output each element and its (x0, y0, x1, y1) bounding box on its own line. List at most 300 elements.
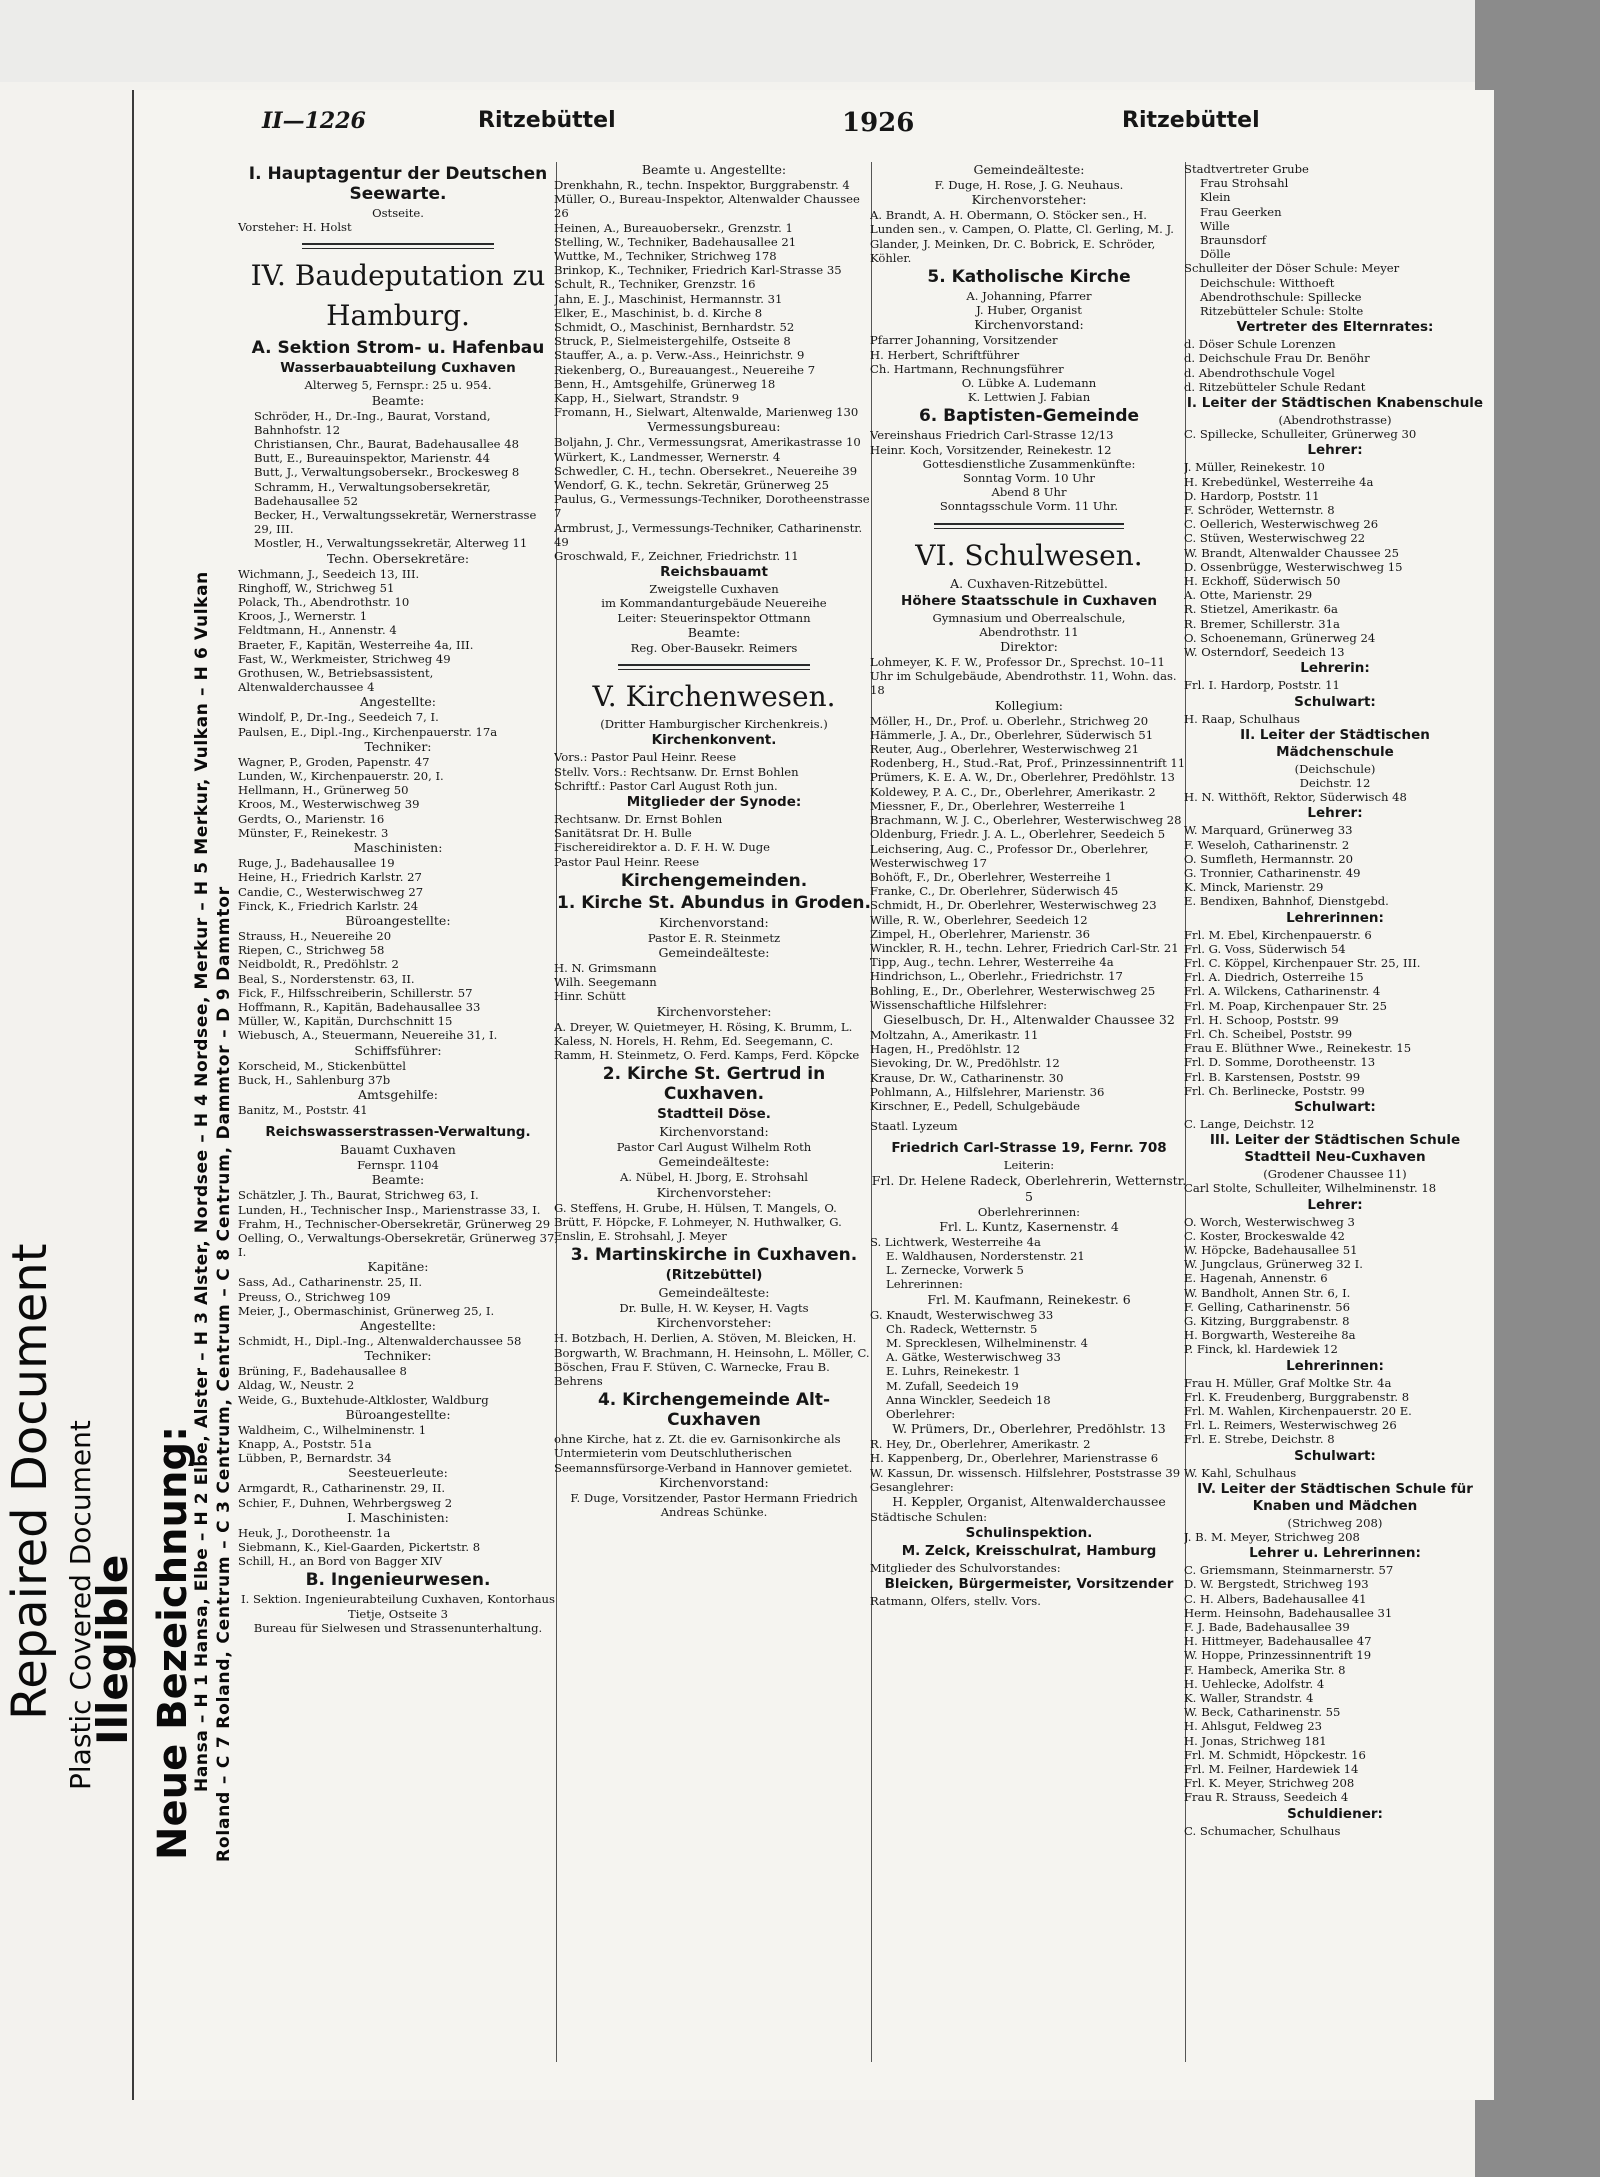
group-label: Direktor: (1000, 639, 1058, 655)
divider (934, 523, 1125, 529)
entry: (Deichschule) (1294, 761, 1376, 776)
entry: D. Hardorp, Poststr. 11 (1184, 488, 1320, 503)
entry: Frl. C. Köppel, Kirchenpauer Str. 25, III. (1184, 955, 1421, 970)
chapter-heading: VI. Schulwesen. (915, 538, 1143, 572)
sub-heading: Lehrer u. Lehrerinnen: (1249, 1545, 1421, 1562)
entry: Dr. Bulle, H. W. Keyser, H. Vagts (619, 1301, 809, 1316)
group-label: Kirchenvorstand: (659, 914, 769, 930)
entry: Schult, R., Techniker, Grenzstr. 16 (554, 277, 756, 292)
sub-heading: Schulwart: (1294, 693, 1376, 710)
group-label: Beamte: (687, 624, 741, 640)
entry: d. Döser Schule Lorenzen (1184, 337, 1336, 352)
entry: Möller, H., Dr., Prof. u. Oberlehr., Strichweg 20 (870, 713, 1149, 728)
sub-heading: Bleicken, Bürgermeister, Vorsitzender (884, 1576, 1174, 1593)
entry: Dölle (1200, 247, 1231, 262)
group-label: Frl. Dr. Helene Radeck, Oberlehrerin, Wetternstr. 5 (871, 1172, 1187, 1204)
entry: Ratmann, Olfers, stellv. Vors. (870, 1594, 1041, 1609)
entry: Frl. Ch. Scheibel, Poststr. 99 (1184, 1026, 1353, 1041)
entry: M. Sprecklesen, Wilhelminenstr. 4 (886, 1335, 1089, 1350)
entry: P. Finck, kl. Hardewiek 12 (1184, 1342, 1338, 1357)
entry: A. Gätke, Westerwischweg 33 (886, 1350, 1061, 1365)
entry: Pfarrer Johanning, Vorsitzender (870, 333, 1058, 348)
group-label: Gemeindeälteste: (658, 1285, 770, 1301)
entry: F. Weseloh, Catharinenstr. 2 (1184, 837, 1350, 852)
entry: Gesanglehrer: (870, 1479, 954, 1494)
entry: Tipp, Aug., techn. Lehrer, Westerreihe 4a (870, 955, 1114, 970)
entry: C. Spillecke, Schulleiter, Grünerweg 30 (1184, 427, 1417, 442)
group-label: Vermessungsbureau: (647, 419, 781, 435)
entry: ohne Kirche, hat z. Zt. die ev. Garnisonkirche als Untermieterin vom Deutschlutherischen Seemannsfürsorge-Verband in Hannover gemietet. (554, 1432, 853, 1475)
entry: R. Bremer, Schillerstr. 31a (1184, 616, 1340, 631)
entry: Alterweg 5, Fernspr.: 25 u. 954. (304, 378, 492, 393)
entry: H. Ahlsgut, Feldweg 23 (1184, 1719, 1322, 1734)
entry: C. Stüven, Westerwischweg 22 (1184, 531, 1366, 546)
entry: C. Griemsmann, Steinmarnerstr. 57 (1184, 1563, 1394, 1578)
sub-heading: M. Zelck, Kreisschulrat, Hamburg (901, 1543, 1157, 1560)
entry: J. B. M. Meyer, Strichweg 208 (1184, 1530, 1360, 1545)
entry: Bohling, E., Dr., Oberlehrer, Westerwischweg 25 (870, 983, 1156, 998)
entry: Frl. M. Feilner, Hardewiek 14 (1184, 1762, 1359, 1777)
group-label: Frl. M. Kaufmann, Reinekestr. 6 (927, 1291, 1131, 1307)
entry: Drenkhahn, R., techn. Inspektor, Burggrabenstr. 4 (554, 178, 850, 192)
group-label: Techn. Obersekretäre: (326, 550, 470, 566)
entry: Pastor Carl August Wilhelm Roth (616, 1140, 812, 1155)
entry: Armgardt, R., Catharinenstr. 29, II. (238, 1481, 446, 1496)
entry: Münster, F., Reinekestr. 3 (238, 825, 389, 840)
entry: Mostler, H., Verwaltungssekretär, Alterweg 11 (254, 536, 528, 551)
section-heading: B. Ingenieurwesen. (305, 1570, 491, 1591)
stamp-neue: Neue Bezeichnung: (150, 1425, 196, 1860)
entry: H. Borgwarth, Westereihe 8a (1184, 1328, 1356, 1343)
entry: Kroos, J., Wernerstr. 1 (238, 609, 368, 624)
group-label: Kirchenvorstand: (659, 1124, 769, 1140)
entry: E. Waldhausen, Norderstenstr. 21 (886, 1248, 1085, 1263)
sub-heading: Lehrerinnen: (1286, 909, 1384, 926)
entry: Bureau für Sielwesen und Strassenunterhaltung. (253, 1620, 543, 1635)
section-heading: 3. Martinskirche in Cuxhaven. (570, 1245, 858, 1266)
entry: Ostseite. (372, 206, 424, 220)
entry: Butt, E., Bureauinspektor, Marienstr. 44 (254, 451, 491, 466)
entry: Sonntagsschule Vorm. 11 Uhr. (939, 499, 1119, 514)
entry: G. Tronnier, Catharinenstr. 49 (1184, 865, 1361, 880)
entry: Franke, C., Dr. Oberlehrer, Süderwisch 45 (870, 884, 1119, 899)
entry: Vorsteher: H. Holst (238, 220, 352, 235)
entry: M. Zufall, Seedeich 19 (886, 1378, 1019, 1393)
entry: Fromann, H., Sielwart, Altenwalde, Marienweg 130 (554, 405, 859, 420)
entry: Heine, H., Friedrich Karlstr. 27 (238, 870, 422, 885)
group-label: Beamte: (371, 392, 425, 408)
entry: E. Bendixen, Bahnhof, Dienstgebd. (1184, 894, 1389, 909)
entry: D. Ossenbrügge, Westerwischweg 15 (1184, 559, 1403, 574)
entry: F. Duge, H. Rose, J. G. Neuhaus. (934, 178, 1124, 192)
entry: Frl. M. Poap, Kirchenpauer Str. 25 (1184, 998, 1388, 1013)
group-label: Büroangestellte: (345, 912, 451, 928)
entry: Schröder, H., Dr.-Ing., Baurat, Vorstand, Bahnhofstr. 12 (254, 408, 491, 437)
entry: Prümers, K. E. A. W., Dr., Oberlehrer, Predöhlstr. 13 (870, 770, 1175, 785)
entry: E. Luhrs, Reinekestr. 1 (886, 1364, 1021, 1379)
entry: Bohöft, F., Dr., Oberlehrer, Westerreihe 1 (870, 869, 1112, 884)
entry: Ch. Hartmann, Rechnungsführer (870, 361, 1064, 376)
entry: Rechtsanw. Dr. Ernst Bohlen (554, 811, 723, 826)
entry: W. Hoppe, Prinzessinnentrift 19 (1184, 1648, 1372, 1663)
entry: Fernspr. 1104 (357, 1158, 439, 1173)
sub-heading: Lehrerin: (1300, 660, 1370, 677)
entry: Struck, P., Sielmeistergehilfe, Ostseite 8 (554, 334, 791, 349)
stamp-plastic: Plastic Covered Document (64, 1420, 97, 1790)
entry: Mitglieder des Schulvorstandes: (870, 1561, 1061, 1576)
entry: Vereinshaus Friedrich Carl-Strasse 12/13 (870, 428, 1114, 443)
entry: Preuss, O., Strichweg 109 (238, 1289, 391, 1304)
entry: Frahm, H., Technischer-Obersekretär, Grünerweg 29 (238, 1216, 551, 1231)
entry: Fick, F., Hilfsschreiberin, Schillerstr. 57 (238, 985, 473, 1000)
entry: W. Bandholt, Annen Str. 6, I. (1184, 1285, 1351, 1300)
entry: Frl. M. Wahlen, Kirchenpauerstr. 20 E. (1184, 1404, 1412, 1419)
sub-heading: Mitglieder der Synode: (626, 793, 802, 810)
entry: Frl. H. Schoop, Poststr. 99 (1184, 1012, 1339, 1027)
entry: F. Hambeck, Amerika Str. 8 (1184, 1662, 1346, 1677)
entry: Schriftf.: Pastor Carl August Roth jun. (554, 778, 778, 793)
entry: Heuk, J., Dorotheenstr. 1a (238, 1525, 391, 1540)
sub-heading: IV. Leiter der Städtischen Schule für Knaben und Mädchen (1197, 1480, 1473, 1514)
entry: Hellmann, H., Grünerweg 50 (238, 783, 409, 798)
group-label: Gieselbusch, Dr. H., Altenwalder Chaussee 32 (883, 1011, 1175, 1027)
entry: d. Abendrothschule Vogel (1184, 365, 1335, 380)
entry: Klein (1200, 190, 1231, 205)
entry: Schramm, H., Verwaltungsobersekretär, Badehausallee 52 (254, 479, 491, 508)
entry: Candie, C., Westerwischweg 27 (238, 884, 424, 899)
year: 1926 (842, 108, 915, 138)
entry: H. Herbert, Schriftführer (870, 347, 1020, 362)
entry: W. Beck, Catharinenstr. 55 (1184, 1705, 1341, 1720)
group-label: Beamte u. Angestellte: (641, 162, 787, 177)
entry: Kroos, M., Westerwischweg 39 (238, 797, 420, 812)
sub-heading: Lehrer: (1307, 805, 1363, 822)
sub-heading: (Ritzebüttel) (665, 1267, 763, 1284)
column-3 (870, 162, 1188, 2062)
entry: Windolf, P., Dr.-Ing., Seedeich 7, I. (238, 710, 439, 725)
entry: Hämmerle, J. A., Dr., Oberlehrer, Süderwisch 51 (870, 727, 1154, 742)
entry: K. Waller, Strandstr. 4 (1184, 1691, 1314, 1706)
section-heading: I. Hauptagentur der Deutschen Seewarte. (248, 164, 548, 204)
group-label: Kirchenvorsteher: (656, 1315, 772, 1331)
group-label: Gemeindeälteste: (658, 1154, 770, 1170)
entry: Pastor E. R. Steinmetz (647, 930, 781, 945)
entry: Knapp, A., Poststr. 51a (238, 1436, 372, 1451)
entry: Riepen, C., Strichweg 58 (238, 943, 385, 958)
entry: Schier, F., Duhnen, Wehrbergsweg 2 (238, 1495, 453, 1510)
group-label: Techniker: (364, 738, 432, 754)
sub-heading: Lehrerinnen: (1286, 1357, 1384, 1374)
entry: Christiansen, Chr., Baurat, Badehausallee 48 (254, 437, 519, 452)
entry: D. W. Bergstedt, Strichweg 193 (1184, 1577, 1369, 1592)
entry: Krause, Dr. W., Catharinenstr. 30 (870, 1070, 1064, 1085)
entry: d. Deichschule Frau Dr. Benöhr (1184, 351, 1370, 366)
group-label: Angestellte: (360, 694, 436, 710)
group-label: Beamte: (371, 1172, 425, 1188)
entry: R. Hey, Dr., Oberlehrer, Amerikastr. 2 (870, 1437, 1091, 1452)
section-heading: Kirchengemeinden. (620, 870, 808, 891)
sub-heading: Kirchenkonvent. (651, 732, 777, 749)
section-heading: 4. Kirchengemeinde Alt-Cuxhaven (597, 1390, 831, 1431)
entry: Müller, O., Bureau-Inspektor, Altenwalder Chaussee 26 (554, 192, 860, 221)
entry: Grothusen, W., Betriebsassistent, Altenwalderchaussee 4 (238, 666, 434, 695)
entry: Deichschule: Witthoeft (1200, 275, 1335, 290)
entry: Frl. M. Schmidt, Höpckestr. 16 (1184, 1747, 1366, 1762)
entry: W. Osterndorf, Seedeich 13 (1184, 645, 1345, 660)
entry: Herm. Heinsohn, Badehausallee 31 (1184, 1605, 1393, 1620)
entry: Armbrust, J., Vermessungs-Techniker, Catharinenstr. 49 (554, 520, 863, 549)
entry: H. Jonas, Strichweg 181 (1184, 1733, 1327, 1748)
entry: Frl. A. Diedrich, Osterreihe 15 (1184, 970, 1364, 985)
entry: Lübben, P., Bernardstr. 34 (238, 1451, 392, 1466)
entry: im Kommandanturgebäude Neuereihe (601, 596, 827, 611)
spacer (238, 1117, 558, 1123)
sub-heading: Lehrer: (1307, 442, 1363, 459)
entry: Fast, W., Werkmeister, Strichweg 49 (238, 651, 451, 666)
entry: Frl. Ch. Berlinecke, Poststr. 99 (1184, 1083, 1365, 1098)
entry: Abendrothschule: Spillecke (1200, 289, 1362, 304)
entry: Anna Winckler, Seedeich 18 (886, 1392, 1051, 1407)
entry: Aldag, W., Neustr. 2 (238, 1378, 355, 1393)
entry: I. Sektion. Ingenieurabteilung Cuxhaven, Kontorhaus Tietje, Ostseite 3 (241, 1592, 555, 1621)
entry: A. Dreyer, W. Quietmeyer, H. Rösing, K. Brumm, L. Kaless, N. Horels, H. Rehm, Ed. Seegemann, C. Ramm, H. Steinmetz, O. Ferd. Kamps, Ferd. Köpcke (554, 1019, 860, 1062)
entry: C. H. Albers, Badehausallee 41 (1184, 1591, 1367, 1606)
entry: H. N. Grimsmann (554, 960, 657, 975)
sub-heading: Wasserbauabteilung Cuxhaven (280, 360, 516, 377)
entry: Frl. E. Strebe, Deichstr. 8 (1184, 1432, 1335, 1447)
entry: Polack, Th., Abendrothstr. 10 (238, 595, 410, 610)
entry: Oberlehrer: (886, 1407, 956, 1421)
entry: Würkert, K., Landmesser, Wernerstr. 4 (554, 449, 781, 464)
entry: Elker, E., Maschinist, b. d. Kirche 8 (554, 305, 763, 320)
entry: Banitz, M., Poststr. 41 (238, 1102, 368, 1117)
sub-heading: Schuldiener: (1287, 1805, 1383, 1822)
entry: Ch. Radeck, Wetternstr. 5 (886, 1321, 1038, 1336)
entry: Leiter: Steuerinspektor Ottmann (617, 610, 811, 625)
entry: Finck, K., Friedrich Karlstr. 24 (238, 898, 419, 913)
entry: Rodenberg, H., Stud.-Rat, Prof., Prinzessinnentrift 11 (870, 756, 1186, 771)
entry: Vors.: Pastor Paul Heinr. Reese (554, 750, 737, 765)
entry: Wendorf, G. K., techn. Sekretär, Grünerweg 25 (554, 478, 829, 493)
group-label: Kapitäne: (367, 1259, 429, 1275)
entry: Wilh. Seegemann (554, 975, 657, 990)
entry: H. Hittmeyer, Badehausallee 47 (1184, 1634, 1372, 1649)
entry: Benn, H., Amtsgehilfe, Grünerweg 18 (554, 376, 776, 391)
group-label: W. Prümers, Dr., Oberlehrer, Predöhlstr. 13 (892, 1421, 1166, 1437)
entry: Schulleiter der Döser Schule: Meyer (1184, 261, 1400, 276)
sub-heading: III. Leiter der Städtischen Schule Stadtteil Neu-Cuxhaven (1209, 1132, 1461, 1166)
entry: Frl. D. Somme, Dorotheenstr. 13 (1184, 1055, 1376, 1070)
entry: F. Gelling, Catharinenstr. 56 (1184, 1299, 1350, 1314)
entry: Sievoking, Dr. W., Predöhlstr. 12 (870, 1056, 1060, 1071)
entry: Stelling, W., Techniker, Badehausallee 21 (554, 234, 797, 249)
entry: Wagner, P., Groden, Papenstr. 47 (238, 754, 430, 769)
group-label: Büroangestellte: (345, 1406, 451, 1422)
entry: Ritzebütteler Schule: Stolte (1200, 304, 1364, 319)
entry: Frl. M. Ebel, Kirchenpauerstr. 6 (1184, 927, 1372, 942)
entry: Heinen, A., Bureauobersekr., Grenzstr. 1 (554, 220, 793, 235)
section-heading: 1. Kirche St. Abundus in Groden. (557, 892, 871, 913)
entry: Becker, H., Verwaltungssekretär, Wernerstrasse 29, III. (254, 508, 537, 537)
divider (302, 243, 494, 249)
entry: Abend 8 Uhr (991, 485, 1067, 500)
entry: Ruge, J., Badehausallee 19 (238, 856, 395, 871)
entry: Frl. K. Meyer, Strichweg 208 (1184, 1776, 1355, 1791)
entry: Weide, G., Buxtehude-Altkloster, Waldburg (238, 1392, 489, 1407)
entry: Frau Geerken (1200, 204, 1282, 219)
sub-heading: Vertreter des Elternrates: (1236, 319, 1434, 336)
entry: Frau Strohsahl (1200, 176, 1289, 191)
entry: Stauffer, A., a. p. Verw.-Ass., Heinrichstr. 9 (554, 348, 805, 363)
entry: Frl. L. Reimers, Westerwischweg 26 (1184, 1418, 1397, 1433)
entry: H. Krebedünkel, Westerreihe 4a (1184, 474, 1374, 489)
entry: Hindrichson, L., Oberlehr., Friedrichstr. 17 (870, 969, 1123, 984)
entry: G. Knaudt, Westerwischweg 33 (870, 1307, 1054, 1322)
entry: Städtische Schulen: (870, 1510, 988, 1525)
entry: Wissenschaftliche Hilfslehrer: (870, 997, 1047, 1012)
entry: A. Nübel, H. Jborg, E. Strohsahl (619, 1170, 809, 1185)
entry: Fischereidirektor a. D. F. H. W. Duge (554, 840, 770, 855)
entry: K. Minck, Marienstr. 29 (1184, 880, 1324, 895)
entry: Paulsen, E., Dipl.-Ing., Kirchenpauerstr. 17a (238, 724, 498, 739)
sub-heading: Stadtteil Döse. (657, 1106, 771, 1123)
group-label: Techniker: (364, 1348, 432, 1364)
entry: Kirschner, E., Pedell, Schulgebäude (870, 1098, 1080, 1113)
group-label: Seesteuerleute: (348, 1465, 448, 1481)
entry: W. Brandt, Altenwalder Chaussee 25 (1184, 545, 1400, 560)
entry: Carl Stolte, Schulleiter, Wilhelminenstr. 18 (1184, 1181, 1437, 1196)
entry: Gymnasium und Oberrealschule, (932, 610, 1126, 625)
group-label: Gemeindeälteste: (973, 162, 1085, 177)
entry: Wuttke, M., Techniker, Strichweg 178 (554, 249, 777, 264)
sub-heading: Schulwart: (1294, 1098, 1376, 1115)
entry: F. Schröder, Wetternstr. 8 (1184, 503, 1335, 518)
sub-heading: Reichsbauamt (660, 564, 768, 581)
entry: Zweigstelle Cuxhaven (649, 582, 779, 597)
entry: Frl. A. Wilckens, Catharinenstr. 4 (1184, 984, 1381, 999)
group-label: Kirchenvorstand: (659, 1474, 769, 1490)
group-label: Kirchenvorstand: (974, 317, 1084, 333)
sub-heading: II. Leiter der Städtischen Mädchenschule (1240, 726, 1430, 760)
group-label: Amtsgehilfe: (358, 1086, 438, 1102)
entry: F. Duge, Vorsitzender, Pastor Hermann Friedrich Andreas Schünke. (570, 1490, 858, 1519)
entry: Stellv. Vors.: Rechtsanw. Dr. Ernst Bohlen (554, 764, 799, 779)
sub-heading: Schulwart: (1294, 1447, 1376, 1464)
entry: (Strichweg 208) (1287, 1515, 1383, 1530)
chapter-heading: V. Kirchenwesen. (592, 680, 836, 714)
entry: Korscheid, M., Stickenbüttel (238, 1058, 407, 1073)
stamp-line2: Roland – C 7 Roland, Centrum – C 3 Centrum, Centrum – C 8 Centrum, Dammtor – D 9 Dammtor (214, 886, 234, 1862)
entry: Kapp, H., Sielwart, Strandstr. 9 (554, 391, 740, 406)
entry: O. Sumfleth, Hermannstr. 20 (1184, 851, 1354, 866)
entry: Wiebusch, A., Steuermann, Neuereihe 31, I. (238, 1028, 498, 1043)
section-heading: 6. Baptisten-Gemeinde (918, 406, 1140, 427)
entry: Braeter, F., Kapitän, Westerreihe 4a, III. (238, 637, 474, 652)
entry: Sanitätsrat Dr. H. Bulle (554, 826, 692, 841)
entry: Neidboldt, R., Predöhlstr. 2 (238, 957, 399, 972)
entry: Oldenburg, Friedr. J. A. L., Oberlehrer, Seedeich 5 (870, 827, 1166, 842)
entry: Schmidt, O., Maschinist, Bernhardstr. 52 (554, 320, 795, 335)
spacer (870, 1133, 1188, 1139)
entry: Lehrerinnen: (886, 1277, 963, 1292)
entry: Meier, J., Obermaschinist, Grünerweg 25, I. (238, 1303, 495, 1318)
entry: W. Höpcke, Badehausallee 51 (1184, 1242, 1358, 1257)
group-label: Angestellte: (360, 1317, 436, 1333)
entry: Schill, H., an Bord von Bagger XIV (238, 1554, 443, 1569)
entry: Sonntag Vorm. 10 Uhr (963, 471, 1095, 486)
sub-heading: Reichswasserstrassen-Verwaltung. (265, 1124, 531, 1141)
entry: Hinr. Schütt (554, 989, 626, 1004)
group-label: Kollegium: (994, 697, 1064, 713)
group-label: Frl. L. Kuntz, Kasernenstr. 4 (939, 1218, 1119, 1234)
entry: H. Eckhoff, Süderwisch 50 (1184, 574, 1341, 589)
entry: Stadtvertreter Grube (1184, 162, 1309, 176)
entry: Butt, J., Verwaltungsobersekr., Brockesweg 8 (254, 465, 520, 480)
entry: L. Zernecke, Vorwerk 5 (886, 1263, 1024, 1278)
entry: Ringhoff, W., Strichweg 51 (238, 580, 395, 595)
entry: Frau H. Müller, Graf Moltke Str. 4a (1184, 1375, 1392, 1390)
entry: Oelling, O., Verwaltungs-Obersekretär, Grünerweg 37, I. (238, 1230, 558, 1260)
entry: Brüning, F., Badehausallee 8 (238, 1364, 407, 1379)
entry: Wille, R. W., Oberlehrer, Seedeich 12 (870, 912, 1088, 927)
entry: E. Hagenah, Annenstr. 6 (1184, 1271, 1328, 1286)
entry: Reuter, Aug., Oberlehrer, Westerwischweg 21 (870, 742, 1139, 757)
entry: Riekenberg, O., Bureauangest., Neuereihe 7 (554, 362, 816, 377)
entry: Feldtmann, H., Annenstr. 4 (238, 623, 397, 638)
entry: C. Schumacher, Schulhaus (1184, 1823, 1341, 1838)
entry: F. J. Bade, Badehausallee 39 (1184, 1620, 1350, 1635)
column-2 (554, 162, 874, 2062)
entry: J. Müller, Reinekestr. 10 (1184, 460, 1325, 475)
entry: Pastor Paul Heinr. Reese (554, 854, 700, 869)
group-label: I. Maschinisten: (347, 1509, 449, 1525)
group-label: Maschinisten: (353, 840, 443, 856)
entry: Leiterin: (1003, 1158, 1055, 1173)
sub-heading: Friedrich Carl-Strasse 19, Fernr. 708 (891, 1140, 1167, 1157)
entry: Frau E. Blüthner Wwe., Reinekestr. 15 (1184, 1041, 1412, 1056)
entry: (Dritter Hamburgischer Kirchenkreis.) (600, 717, 828, 732)
entry: O. Lübke A. Ludemann (961, 376, 1097, 391)
entry: Abendrothstr. 11 (979, 624, 1079, 639)
entry: R. Stietzel, Amerikastr. 6a (1184, 602, 1338, 617)
sub-heading: I. Leiter der Städtischen Knabenschule (1186, 395, 1484, 412)
group-label: Kirchenvorsteher: (656, 1184, 772, 1200)
entry: Koldewey, P. A. C., Dr., Oberlehrer, Amerikastr. 2 (870, 784, 1156, 799)
group-label: Kirchenvorsteher: (656, 1003, 772, 1019)
entry: Frl. B. Karstensen, Poststr. 99 (1184, 1069, 1361, 1084)
entry: Wichmann, J., Seedeich 13, III. (238, 566, 420, 581)
entry: W. Marquard, Grünerweg 33 (1184, 823, 1353, 838)
entry: Deichstr. 12 (1299, 775, 1371, 790)
entry: A. Johanning, Pfarrer (966, 289, 1092, 304)
entry: Gottesdienstliche Zusammenkünfte: (922, 456, 1136, 471)
entry: Frl. G. Voss, Süderwisch 54 (1184, 941, 1346, 956)
entry: Lunden, W., Kirchenpauerstr. 20, I. (238, 769, 444, 784)
entry: S. Lichtwerk, Westerreihe 4a (870, 1234, 1041, 1249)
entry: d. Ritzebütteler Schule Redant (1184, 379, 1366, 394)
entry: Frau R. Strauss, Seedeich 4 (1184, 1790, 1349, 1805)
entry: H. Botzbach, H. Derlien, A. Stöven, M. Bleicken, H. Borgwarth, W. Brachmann, H. Heinsohn, L. Möller, C. Böschen, Frau F. Stüven, C. Warnecke, Frau B. Behrens (554, 1331, 870, 1388)
entry: Schmidt, H., Dipl.-Ing., Altenwalderchaussee 58 (238, 1333, 522, 1348)
entry: C. Lange, Deichstr. 12 (1184, 1116, 1315, 1131)
entry: Winckler, R. H., techn. Lehrer, Friedrich Carl-Str. 21 (870, 940, 1179, 955)
stamp-illegible: Illegible (88, 1554, 137, 1745)
entry: W. Kassun, Dr. wissensch. Hilfslehrer, Poststrasse 39 (870, 1465, 1181, 1480)
entry: Jahn, E. J., Maschinist, Hermannstr. 31 (554, 291, 783, 306)
section-heading: 5. Katholische Kirche (927, 267, 1131, 288)
entry: W. Kahl, Schulhaus (1184, 1465, 1297, 1480)
group-label: Schiffsführer: (354, 1042, 442, 1058)
